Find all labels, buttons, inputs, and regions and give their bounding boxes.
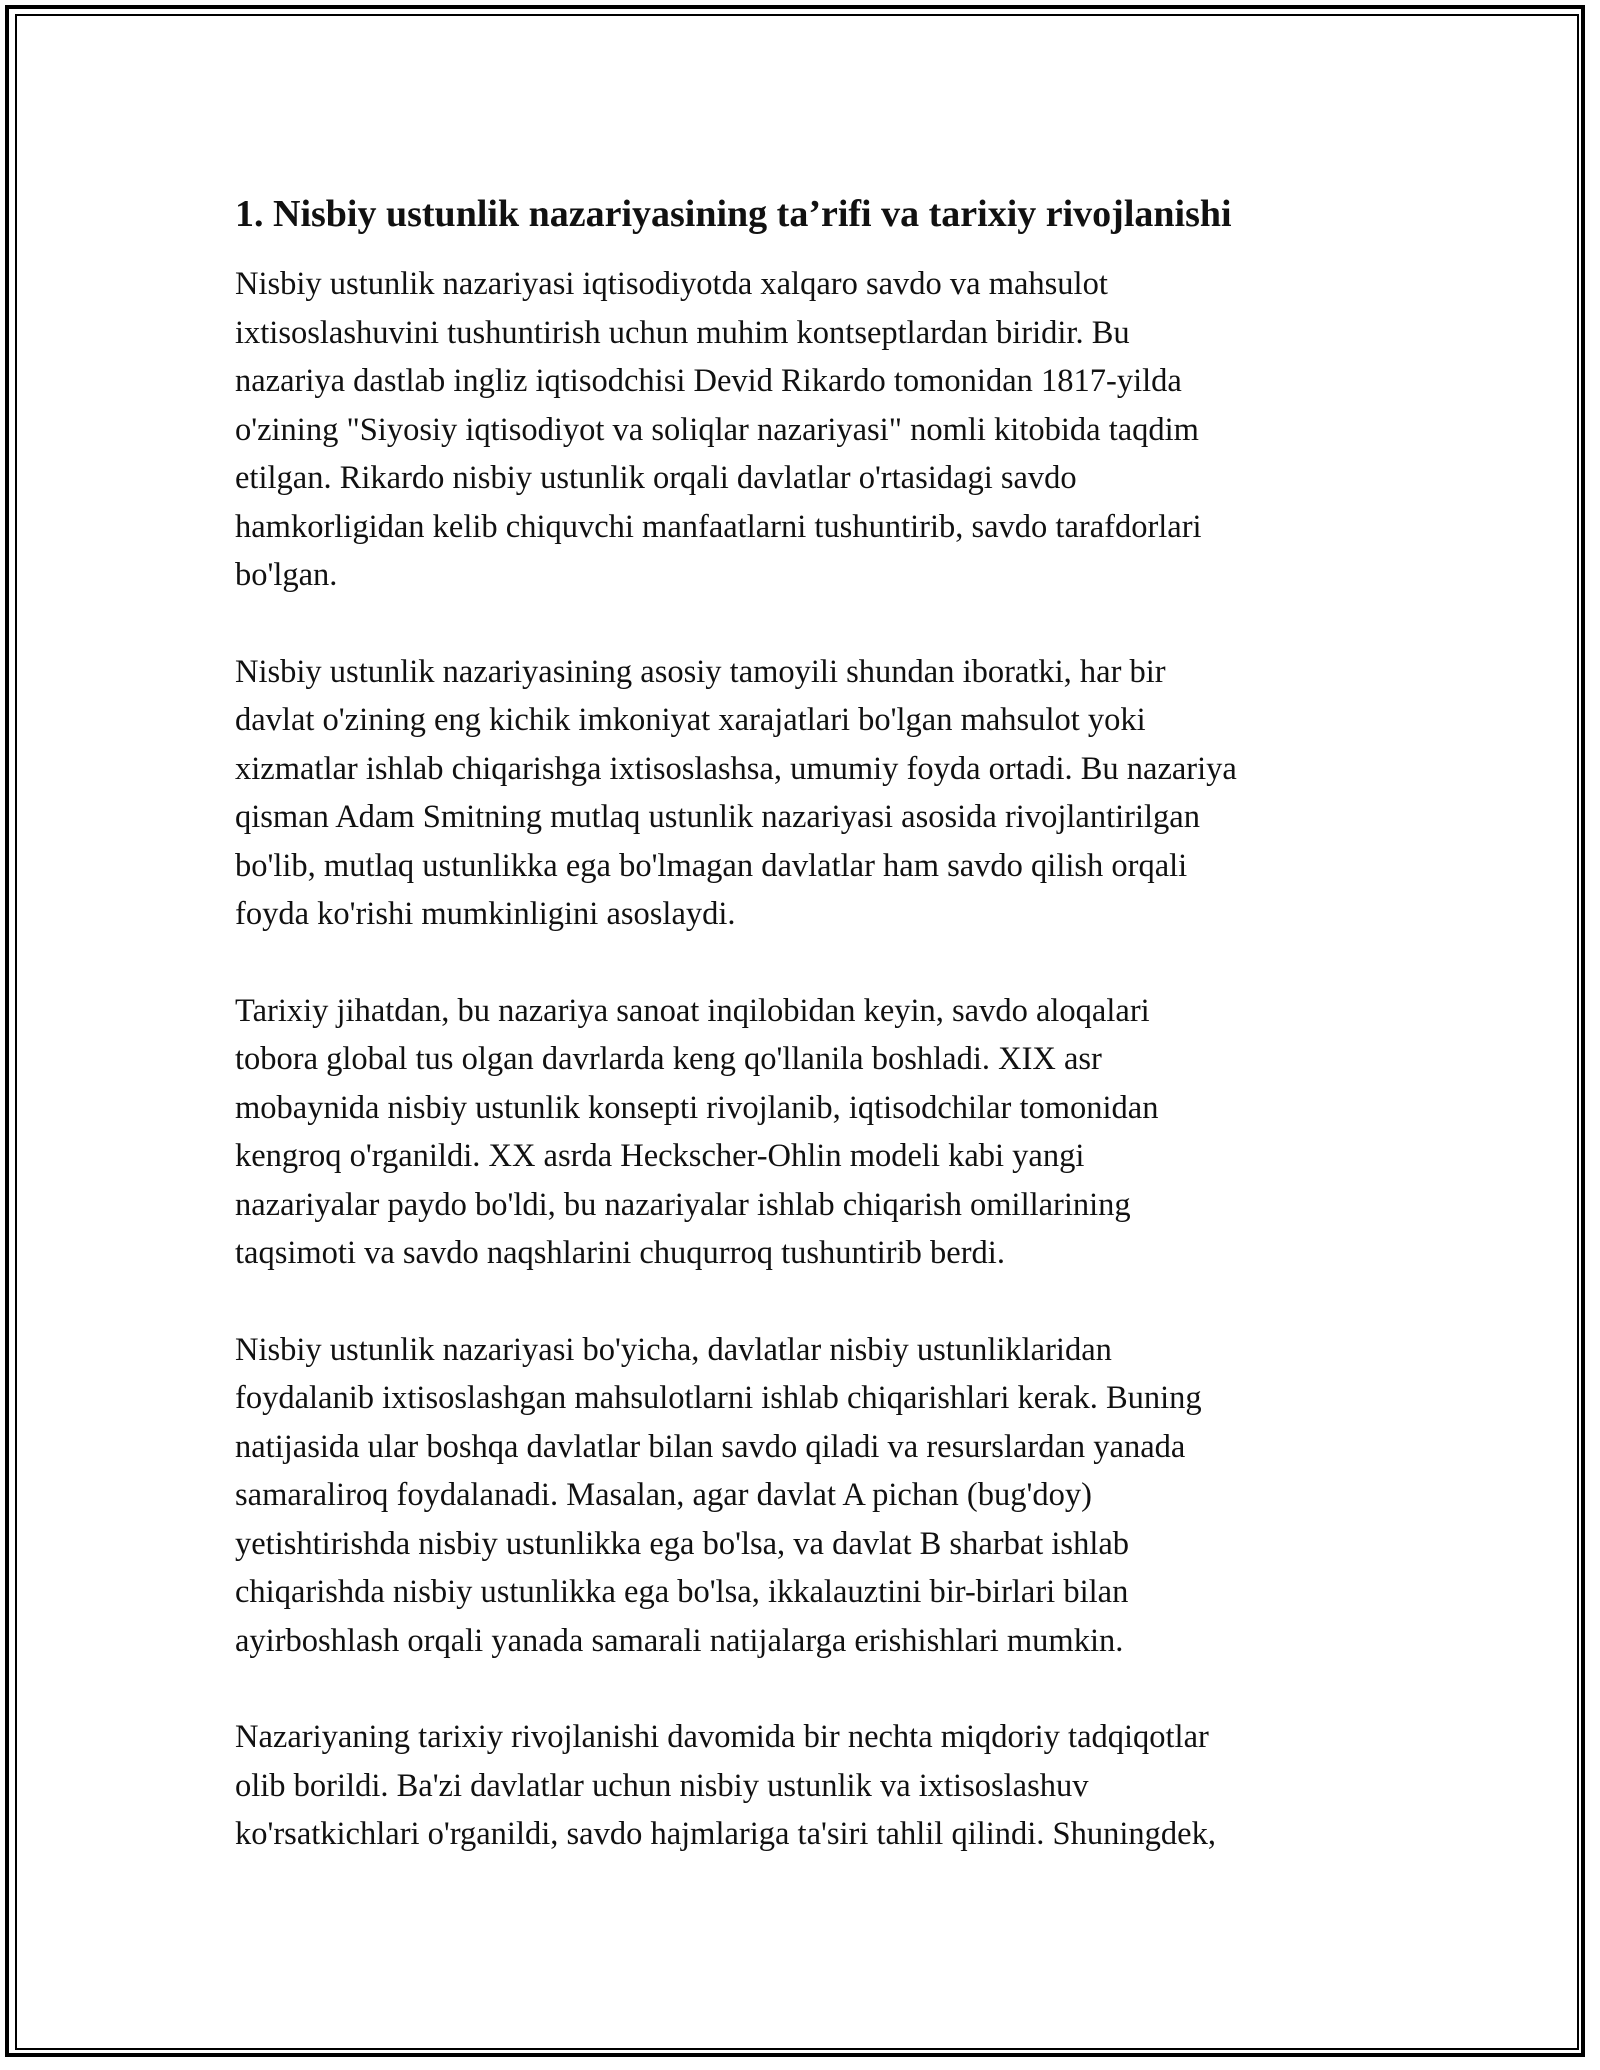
text-line: foydalanib ixtisoslashgan mahsulotlarni ishlab chiqarishlari kerak. Buning: [235, 1380, 1202, 1416]
text-line: ayirboshlash orqali yanada samarali natijalarga erishishlari mumkin.: [235, 1622, 1124, 1659]
paragraph-1: [235, 260, 1375, 600]
paragraph-5: [235, 1713, 1375, 1859]
text-line: Nisbiy ustunlik nazariyasining asosiy tamoyili shundan iboratki, har bir: [235, 653, 1166, 690]
text-line: natijasida ular boshqa davlatlar bilan savdo qiladi va resurslardan yanada: [235, 1428, 1186, 1465]
paragraph-3: [235, 987, 1375, 1278]
text-line: nazariyalar paydo bo'ldi, bu nazariyalar ishlab chiqarish omillarining: [235, 1186, 1131, 1223]
text-line: Nisbiy ustunlik nazariyasi bo'yicha, davlatlar nisbiy ustunliklaridan: [235, 1331, 1112, 1368]
text-line: etilgan. Rikardo nisbiy ustunlik orqali davlatlar o'rtasidagi savdo: [235, 460, 1077, 496]
text-line: bo'lib, mutlaq ustunlikka ega bo'lmagan davlatlar ham savdo qilish orqali: [235, 847, 1188, 884]
text-line: Tarixiy jihatdan, bu nazariya sanoat inqilobidan keyin, savdo aloqalari: [235, 992, 1150, 1029]
text-line: chiqarishda nisbiy ustunlikka ega bo'lsa, ikkalauztini bir-birlari bilan: [235, 1574, 1129, 1610]
text-line: foyda ko'rishi mumkinligini asoslaydi.: [235, 896, 736, 932]
document-body: [235, 188, 1375, 1859]
text-line: Nazariyaning tarixiy rivojlanishi davomida bir nechta miqdoriy tadqiqotlar: [235, 1719, 1209, 1755]
text-line: davlat o'zining eng kichik imkoniyat xarajatlari bo'lgan mahsulot yoki: [235, 702, 1146, 738]
text-line: yetishtirishda nisbiy ustunlikka ega bo'lsa, va davlat B sharbat ishlab: [235, 1525, 1130, 1562]
text-line: Nisbiy ustunlik nazariyasi iqtisodiyotda xalqaro savdo va mahsulot: [235, 266, 1108, 302]
text-line: mobaynida nisbiy ustunlik konsepti rivojlanib, iqtisodchilar tomonidan: [235, 1089, 1159, 1126]
text-line: ko'rsatkichlari o'rganildi, savdo hajmlariga ta'siri tahlil qilindi. Shuningdek,: [235, 1816, 1216, 1852]
text-line: olib borildi. Ba'zi davlatlar uchun nisbiy ustunlik va ixtisoslashuv: [235, 1767, 1089, 1804]
text-line: samaraliroq foydalanadi. Masalan, agar davlat A pichan (bug'doy): [235, 1477, 1092, 1513]
text-line: ixtisoslashuvini tushuntirish uchun muhim kontseptlardan biridir. Bu: [235, 314, 1130, 351]
paragraph-2: [235, 648, 1375, 939]
section-heading: 1. Nisbiy ustunlik nazariyasining ta’rifi va tarixiy rivojlanishi: [235, 193, 1232, 235]
text-line: hamkorligidan kelib chiquvchi manfaatlarni tushuntirib, savdo tarafdorlari: [235, 508, 1202, 545]
text-line: kengroq o'rganildi. XX asrda Heckscher-Ohlin modeli kabi yangi: [235, 1138, 1085, 1174]
text-line: taqsimoti va savdo naqshlarini chuqurroq tushuntirib berdi.: [235, 1235, 1005, 1271]
text-line: nazariya dastlab ingliz iqtisodchisi Devid Rikardo tomonidan 1817-yilda: [235, 363, 1182, 399]
text-line: xizmatlar ishlab chiqarishga ixtisoslashsa, umumiy foyda ortadi. Bu nazariya: [235, 750, 1237, 787]
text-line: bo'lgan.: [235, 557, 338, 593]
paragraph-4: [235, 1326, 1375, 1666]
text-line: qisman Adam Smitning mutlaq ustunlik nazariyasi asosida rivojlantirilgan: [235, 799, 1200, 835]
text-line: tobora global tus olgan davrlarda keng qo'llanila boshladi. XIX asr: [235, 1041, 1102, 1077]
text-line: o'zining "Siyosiy iqtisodiyot va soliqlar nazariyasi" nomli kitobida taqdim: [235, 411, 1199, 448]
